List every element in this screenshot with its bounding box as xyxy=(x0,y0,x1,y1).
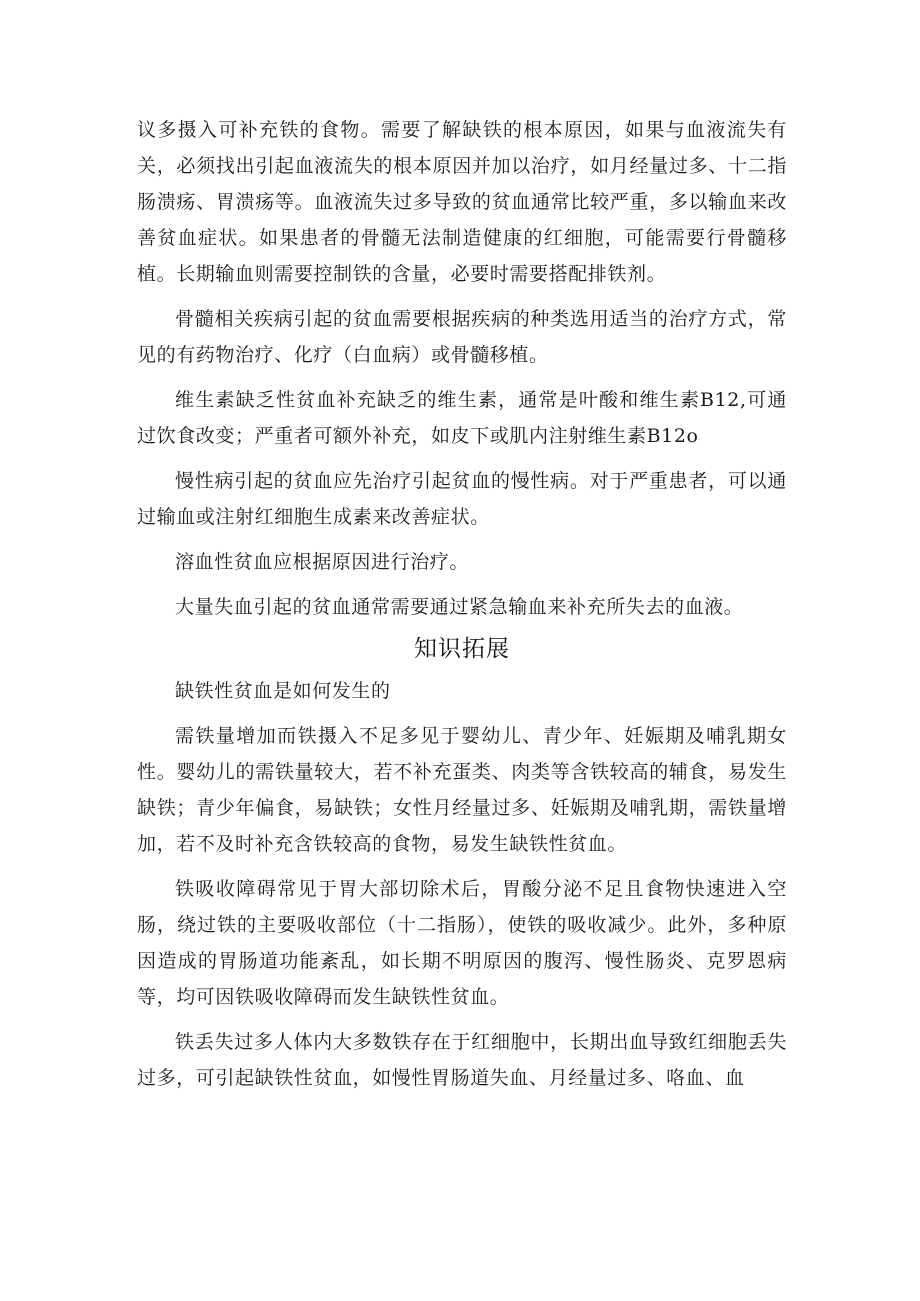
paragraph-increased-iron-demand: 需铁量增加而铁摄入不足多见于婴幼儿、青少年、妊娠期及哺乳期女性。婴幼儿的需铁量较大，若不补充蛋类、肉类等含铁较高的辅食，易发生缺铁；青少年偏食，易缺铁；女性月经量过多、妊娠期及哺乳期，需铁量增加，若不及时补充含铁较高的食物，易发生缺铁性贫血。 xyxy=(137,725,787,855)
paragraph-blood-loss-anemia: 大量失血引起的贫血通常需要通过紧急输血来补充所失去的血液。 xyxy=(175,596,744,618)
paragraph-excessive-iron-loss: 铁丢失过多人体内大多数铁存在于红细胞中，长期出血导致红细胞丢失过多，可引起缺铁性贫血，如慢性胃肠道失血、月经量过多、咯血、血 xyxy=(137,1031,787,1089)
section-title-knowledge-extension: 知识拓展 xyxy=(414,636,510,662)
paragraph-hemolytic-anemia: 溶血性贫血应根据原因进行治疗。 xyxy=(175,551,470,573)
paragraph-chronic-disease-anemia: 慢性病引起的贫血应先治疗引起贫血的慢性病。对于严重患者，可以通过输血或注射红细胞生成素来改善症状。 xyxy=(137,470,787,528)
document-body xyxy=(137,112,787,1096)
paragraph-iron-absorption-disorder: 铁吸收障碍常见于胃大部切除术后，胃酸分泌不足且食物快速进入空肠，绕过铁的主要吸收部位（十二指肠），使铁的吸收减少。此外，多种原因造成的胃肠道功能紊乱，如长期不明原因的腹泻、慢性肠炎、克罗恩病等，均可因铁吸收障碍而发生缺铁性贫血。 xyxy=(137,878,787,1008)
paragraph-bone-marrow-anemia: 骨髓相关疾病引起的贫血需要根据疾病的种类选用适当的治疗方式，常见的有药物治疗、化疗（白血病）或骨髓移植。 xyxy=(137,308,787,366)
paragraph-vitamin-deficiency-anemia: 维生素缺乏性贫血补充缺乏的维生素，通常是叶酸和维生素B12,可通过饮食改变；严重者可额外补充，如皮下或肌内注射维生素B12o xyxy=(137,389,787,447)
paragraph-subheading-iron-deficiency: 缺铁性贫血是如何发生的 xyxy=(175,680,391,702)
paragraph-continued-iron-supplement: 议多摄入可补充铁的食物。需要了解缺铁的根本原因，如果与血液流失有关，必须找出引起血液流失的根本原因并加以治疗，如月经量过多、十二指肠溃疡、胃溃疡等。血液流失过多导致的贫血通常比较严重，多以输血来改善贫血症状。如果患者的骨髓无法制造健康的红细胞，可能需要行骨髓移植。长期输血则需要控制铁的含量，必要时需要搭配排铁剂。 xyxy=(137,119,787,285)
